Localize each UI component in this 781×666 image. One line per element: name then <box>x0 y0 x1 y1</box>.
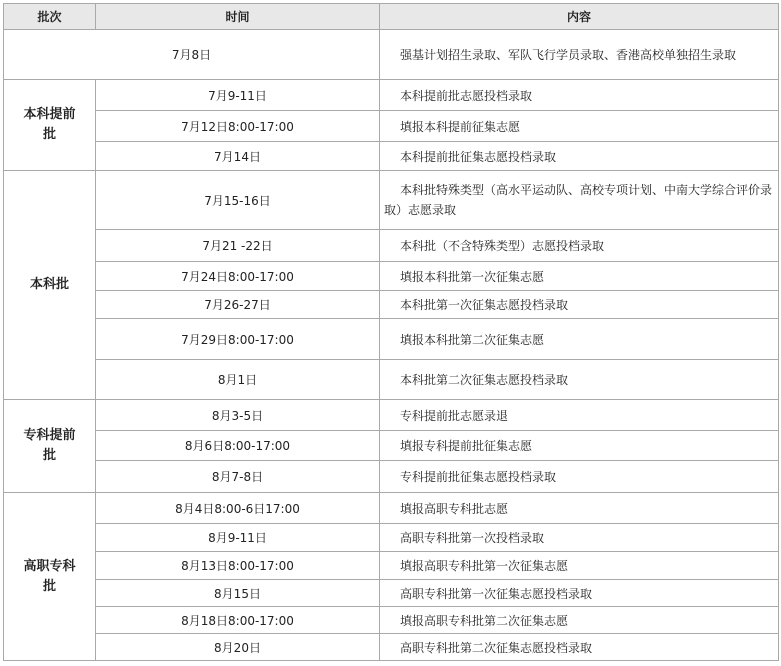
content-cell: 本科提前批志愿投档录取 <box>380 80 779 111</box>
time-cell: 8月1日 <box>96 360 380 400</box>
time-cell: 7月29日8:00-17:00 <box>96 319 380 360</box>
table-row <box>4 431 779 461</box>
content-cell: 本科提前批征集志愿投档录取 <box>380 142 779 171</box>
batch-cell: 本科批 <box>4 171 96 400</box>
time-cell: 7月14日 <box>96 142 380 171</box>
content-cell: 填报高职专科批第一次征集志愿 <box>380 552 779 580</box>
content-cell: 专科提前批志愿录退 <box>380 400 779 431</box>
table-row <box>4 360 779 400</box>
content-cell: 高职专科批第一次征集志愿投档录取 <box>380 580 779 607</box>
table-row <box>4 142 779 171</box>
table-row <box>4 262 779 291</box>
time-cell: 8月4日8:00-6日17:00 <box>96 493 380 524</box>
table-row <box>4 461 779 493</box>
header-batch: 批次 <box>4 4 96 30</box>
header-time: 时间 <box>96 4 380 30</box>
time-cell: 8月18日8:00-17:00 <box>96 607 380 634</box>
time-cell: 7月8日 <box>4 30 380 80</box>
time-cell: 8月9-11日 <box>96 524 380 552</box>
content-cell: 高职专科批第一次投档录取 <box>380 524 779 552</box>
batch-cell: 本科提前批 <box>4 80 96 171</box>
batch-cell: 高职专科批 <box>4 493 96 661</box>
content-cell: 填报本科提前征集志愿 <box>380 111 779 142</box>
content-cell: 专科提前批征集志愿投档录取 <box>380 461 779 493</box>
time-cell: 8月20日 <box>96 634 380 661</box>
content-cell: 填报高职专科批第二次征集志愿 <box>380 607 779 634</box>
table-row <box>4 400 779 431</box>
content-cell: 填报本科批第二次征集志愿 <box>380 319 779 360</box>
table-row <box>4 552 779 580</box>
admission-schedule-table <box>3 3 779 661</box>
time-cell: 7月15-16日 <box>96 171 380 230</box>
content-cell: 本科批第一次征集志愿投档录取 <box>380 291 779 319</box>
content-cell: 本科批（不含特殊类型）志愿投档录取 <box>380 230 779 262</box>
table-row <box>4 319 779 360</box>
time-cell: 7月24日8:00-17:00 <box>96 262 380 291</box>
table-row <box>4 634 779 661</box>
content-cell: 高职专科批第二次征集志愿投档录取 <box>380 634 779 661</box>
batch-cell: 专科提前批 <box>4 400 96 493</box>
content-cell: 本科批第二次征集志愿投档录取 <box>380 360 779 400</box>
table-row <box>4 493 779 524</box>
content-cell: 填报高职专科批志愿 <box>380 493 779 524</box>
table-row <box>4 607 779 634</box>
table-row <box>4 291 779 319</box>
content-cell: 填报专科提前批征集志愿 <box>380 431 779 461</box>
time-cell: 8月7-8日 <box>96 461 380 493</box>
time-cell: 8月3-5日 <box>96 400 380 431</box>
table-row <box>4 80 779 111</box>
table-row <box>4 111 779 142</box>
header-row <box>4 4 779 30</box>
table-row <box>4 580 779 607</box>
time-cell: 8月13日8:00-17:00 <box>96 552 380 580</box>
time-cell: 7月21 -22日 <box>96 230 380 262</box>
content-text: 本科批特殊类型（高水平运动队、高校专项计划、中南大学综合评价录取）志愿录取 <box>384 183 773 217</box>
table-row <box>4 524 779 552</box>
table-row <box>4 30 779 80</box>
table-row <box>4 230 779 262</box>
content-cell: 强基计划招生录取、军队飞行学员录取、香港高校单独招生录取 <box>380 30 779 80</box>
content-cell: 填报本科批第一次征集志愿 <box>380 262 779 291</box>
time-cell: 7月12日8:00-17:00 <box>96 111 380 142</box>
time-cell: 7月26-27日 <box>96 291 380 319</box>
time-cell: 8月6日8:00-17:00 <box>96 431 380 461</box>
table-row <box>4 171 779 230</box>
content-cell <box>380 171 779 230</box>
time-cell: 8月15日 <box>96 580 380 607</box>
time-cell: 7月9-11日 <box>96 80 380 111</box>
header-content: 内容 <box>380 4 779 30</box>
